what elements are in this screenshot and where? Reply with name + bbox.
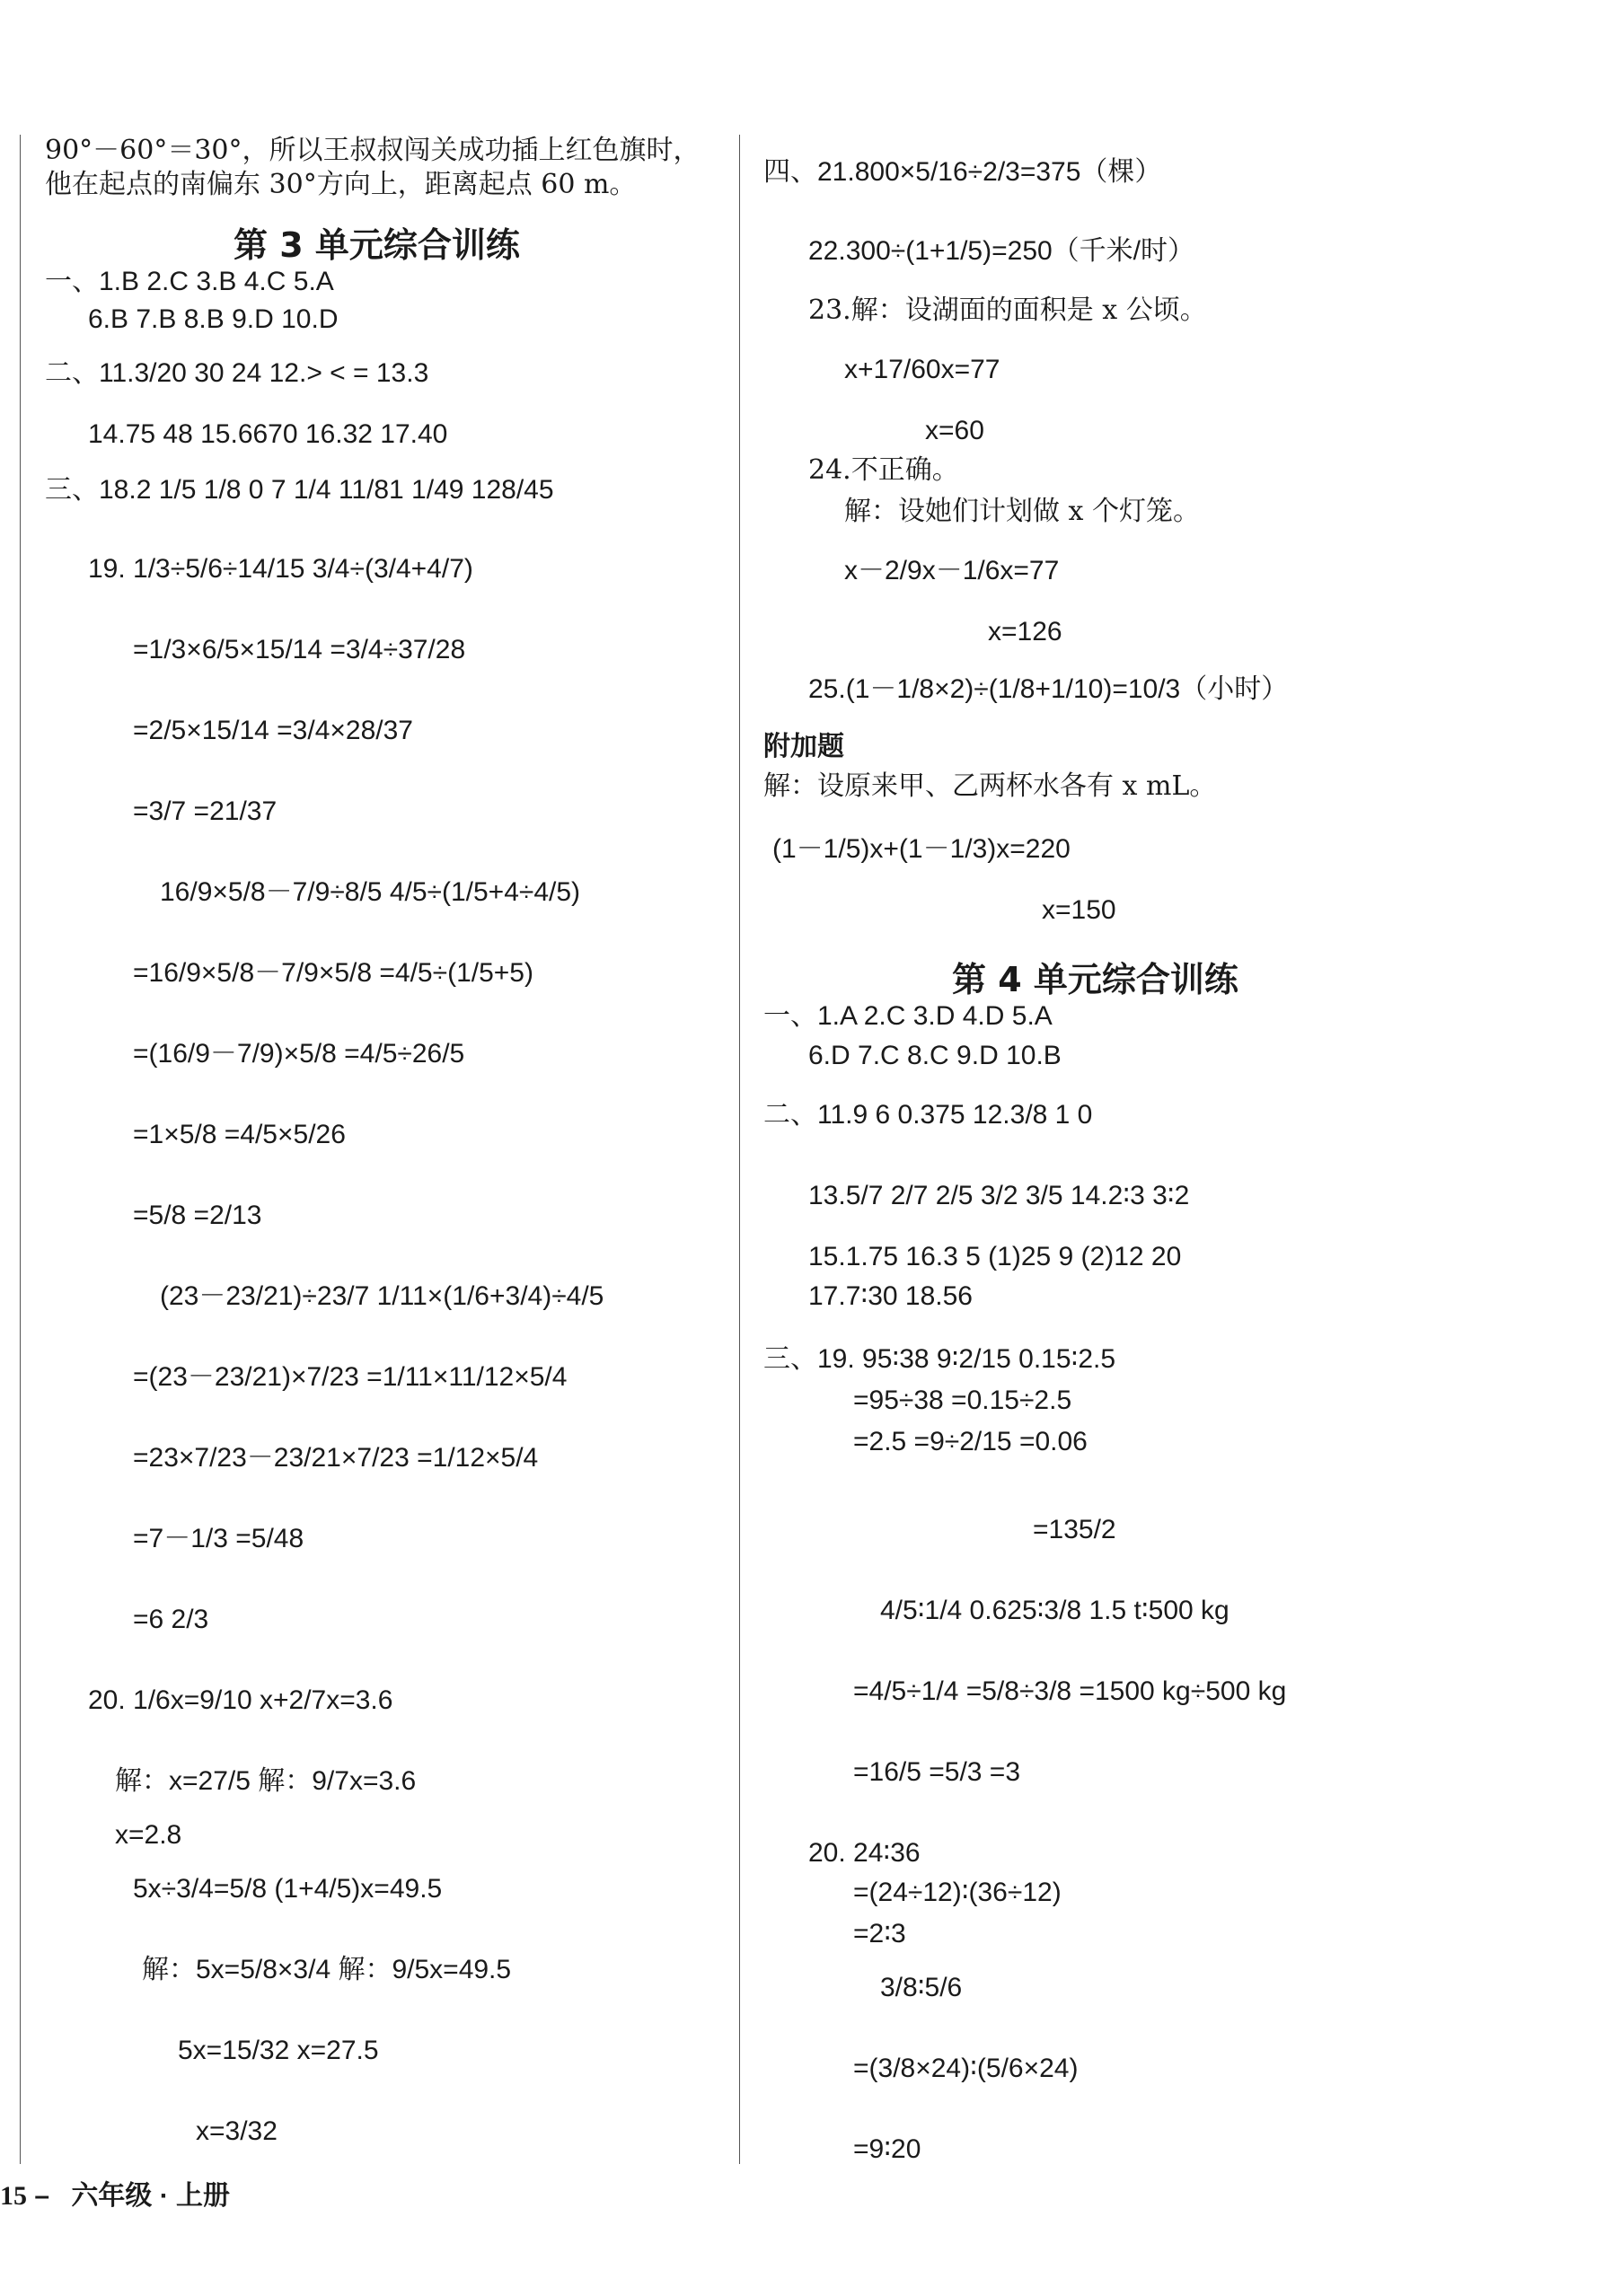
unit3-section2-row2: 14.75 48 15.6670 16.32 17.40 — [88, 419, 448, 449]
q23-intro: 23.解：设湖面的面积是 x 公顷。 — [808, 295, 1207, 326]
q19-c-line2: =(23－23/21)×7/23 =1/11×11/12×5/4 — [133, 1362, 568, 1392]
q20-line5: 解：5x=5/8×3/4 解：9/5x=49.5 — [142, 1955, 512, 1984]
center-column-rule — [739, 135, 740, 2164]
footer-grade: 六年级 · 上册 — [71, 2181, 231, 2211]
unit4-section2-row4: 17.7∶30 18.56 — [808, 1281, 973, 1311]
q19-a-line2: =1/3×6/5×15/14 =3/4÷37/28 — [133, 635, 466, 664]
q20-ratio-line3: =2∶3 — [853, 1919, 906, 1949]
q23-eq1: x+17/60x=77 — [844, 355, 1000, 384]
left-margin-rule — [20, 135, 21, 2164]
q19-b-line4: =1×5/8 =4/5×5/26 — [133, 1120, 346, 1149]
q24-answer: 24.不正确。 — [808, 454, 959, 486]
q19-b-line3: =(16/9－7/9)×5/8 =4/5÷26/5 — [133, 1039, 465, 1069]
q19-ratio-line5: 4/5∶1/4 0.625∶3/8 1.5 t∶500 kg — [880, 1596, 1229, 1625]
q19-c-line1: (23－23/21)÷23/7 1/11×(1/6+3/4)÷4/5 — [160, 1281, 604, 1311]
q20-ratio-line1: 20. 24∶36 — [808, 1838, 921, 1868]
q20-ratio-line4: 3/8∶5/6 — [880, 1973, 963, 2002]
q24-eq1: x－2/9x－1/6x=77 — [844, 556, 1060, 585]
q23-eq2: x=60 — [925, 416, 984, 445]
q19-ratio-line1: 三、19. 95∶38 9∶2/15 0.15∶2.5 — [763, 1344, 1116, 1374]
unit3-section2-row1: 二、11.3/20 30 24 12.> < = 13.3 — [45, 358, 429, 388]
intro-line-2: 他在起点的南偏东 30°方向上，距离起点 60 m。 — [45, 169, 637, 200]
unit4-section1-row1: 一、1.A 2.C 3.D 4.D 5.A — [763, 1001, 1053, 1031]
page-footer — [0, 2173, 230, 2212]
q19-ratio-line6: =4/5÷1/4 =5/8÷3/8 =1500 kg÷500 kg — [853, 1676, 1287, 1706]
q19-ratio-line7: =16/5 =5/3 =3 — [853, 1757, 1021, 1787]
q20-ratio-line2: =(24÷12)∶(36÷12) — [853, 1878, 1062, 1907]
q19-b-line5: =5/8 =2/13 — [133, 1201, 262, 1230]
q20-line2: 解：x=27/5 解：9/7x=3.6 — [115, 1766, 417, 1796]
bonus-intro: 解：设原来甲、乙两杯水各有 x mL。 — [763, 770, 1217, 802]
unit3-section3-row1: 三、18.2 1/5 1/8 0 7 1/4 11/81 1/49 128/45 — [45, 475, 554, 505]
unit3-section1-row1: 一、1.B 2.C 3.B 4.C 5.A — [45, 267, 334, 296]
q19-a-line4: =3/7 =21/37 — [133, 796, 278, 826]
unit4-section1-row2: 6.D 7.C 8.C 9.D 10.B — [808, 1041, 1062, 1070]
q20-line1: 20. 1/6x=9/10 x+2/7x=3.6 — [88, 1685, 393, 1715]
unit4-section2-row2: 13.5/7 2/7 2/5 3/2 3/5 14.2∶3 3∶2 — [808, 1181, 1190, 1210]
bonus-eq1: (1－1/5)x+(1－1/3)x=220 — [772, 834, 1071, 864]
q20-line4: 5x÷3/4=5/8 (1+4/5)x=49.5 — [133, 1874, 443, 1904]
q20-ratio-line5: =(3/8×24)∶(5/6×24) — [853, 2054, 1079, 2083]
q22: 22.300÷(1+1/5)=250（千米/时） — [808, 236, 1195, 266]
q21: 四、21.800×5/16÷2/3=375（棵） — [763, 157, 1162, 187]
q20-line6: 5x=15/32 x=27.5 — [178, 2036, 379, 2065]
q25: 25.(1－1/8×2)÷(1/8+1/10)=10/3（小时） — [808, 674, 1289, 704]
page-number: 15 — [0, 2181, 27, 2211]
unit3-section1-row2: 6.B 7.B 8.B 9.D 10.D — [88, 304, 339, 334]
q20-ratio-line6: =9∶20 — [853, 2134, 921, 2164]
q19-b-line2: =16/9×5/8－7/9×5/8 =4/5÷(1/5+5) — [133, 958, 533, 988]
unit4-section2-row1: 二、11.9 6 0.375 12.3/8 1 0 — [763, 1100, 1093, 1130]
q19-ratio-line3: =2.5 =9÷2/15 =0.06 — [853, 1427, 1088, 1456]
intro-line-1: 90°－60°＝30°，所以王叔叔闯关成功插上红色旗时， — [45, 135, 701, 166]
q19-c-line5: =6 2/3 — [133, 1605, 209, 1634]
footer-dash: – — [34, 2181, 50, 2211]
bonus-eq2: x=150 — [1042, 895, 1116, 925]
q19-ratio-line4: =135/2 — [1033, 1515, 1116, 1544]
unit3-title: 第 3 单元综合训练 — [234, 225, 520, 265]
q19-a-line1: 19. 1/3÷5/6÷14/15 3/4÷(3/4+4/7) — [88, 554, 473, 584]
q24-intro: 解：设她们计划做 x 个灯笼。 — [844, 496, 1200, 527]
q19-a-line3: =2/5×15/14 =3/4×28/37 — [133, 716, 413, 745]
q19-b-line1: 16/9×5/8－7/9÷8/5 4/5÷(1/5+4÷4/5) — [160, 877, 581, 907]
unit4-section2-row3: 15.1.75 16.3 5 (1)25 9 (2)12 20 — [808, 1242, 1182, 1271]
unit4-title: 第 4 单元综合训练 — [952, 960, 1238, 999]
q19-c-line4: =7－1/3 =5/48 — [133, 1524, 304, 1553]
q24-eq2: x=126 — [988, 617, 1062, 647]
q19-ratio-line2: =95÷38 =0.15÷2.5 — [853, 1386, 1072, 1415]
q19-c-line3: =23×7/23－23/21×7/23 =1/12×5/4 — [133, 1443, 539, 1473]
q20-line7: x=3/32 — [196, 2116, 278, 2146]
bonus-heading: 附加题 — [763, 732, 844, 761]
q20-line3: x=2.8 — [115, 1820, 182, 1850]
